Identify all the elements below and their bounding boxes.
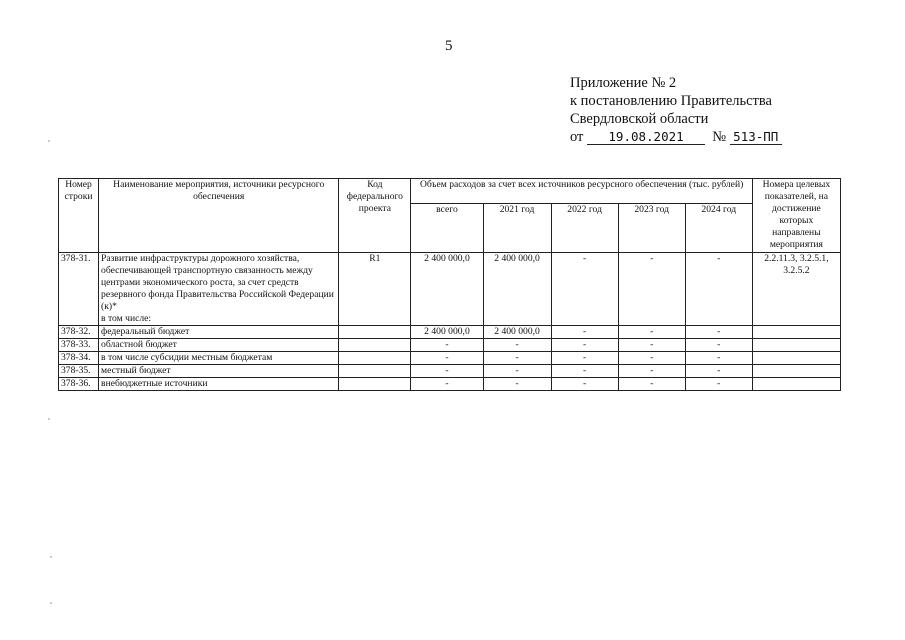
header-2022: 2022 год [551,204,618,253]
row-targets: 2.2.11.3, 3.2.5.1, 3.2.5.2 [752,253,840,326]
appendix-region: Свердловской области [570,111,709,127]
header-expenses: Объем расходов за счет всех источников ресурсного обеспечения (тыс. рублей) [411,179,752,204]
row-targets [752,326,840,339]
row-2022: - [551,378,618,391]
row-name: внебюджетные источники [99,378,339,391]
appendix-block [570,74,782,146]
header-name: Наименование мероприятия, источники ресурсного обеспечения [99,179,339,253]
header-2023: 2023 год [618,204,685,253]
header-2021: 2021 год [483,204,551,253]
row-2021: 2 400 000,0 [483,326,551,339]
row-number: 378-31. [59,253,99,326]
row-2022: - [551,352,618,365]
row-code [339,365,411,378]
row-2022: - [551,326,618,339]
row-total: 2 400 000,0 [411,326,483,339]
decree-number: 513-ПП [730,130,782,145]
table-row [59,326,841,339]
row-2023: - [618,253,685,326]
row-name: областной бюджет [99,339,339,352]
appendix-decree: к постановлению Правительства [570,93,772,109]
number-label: № [712,129,727,145]
row-code: R1 [339,253,411,326]
scan-speck [50,556,52,558]
header-2024: 2024 год [685,204,752,253]
header-total: всего [411,204,483,253]
row-code [339,378,411,391]
row-2023: - [618,339,685,352]
row-2024: - [685,326,752,339]
from-label: от [570,129,584,145]
resource-table [58,178,841,391]
row-number: 378-33. [59,339,99,352]
row-name [99,253,339,326]
row-targets [752,378,840,391]
row-2024: - [685,352,752,365]
scan-speck [48,140,50,142]
row-code [339,339,411,352]
appendix-title: Приложение № 2 [570,75,677,91]
page-number: 5 [445,38,453,54]
scan-speck [50,602,52,604]
header-row-number: Номер строки [59,179,99,253]
decree-date: 19.08.2021 [587,130,705,145]
row-2023: - [618,326,685,339]
row-code [339,352,411,365]
row-2022: - [551,339,618,352]
row-2021: - [483,352,551,365]
row-number: 378-35. [59,365,99,378]
row-total: 2 400 000,0 [411,253,483,326]
row-2021: - [483,365,551,378]
row-2022: - [551,253,618,326]
scan-speck [48,418,50,420]
row-2024: - [685,378,752,391]
header-code: Код федерального проекта [339,179,411,253]
row-targets [752,339,840,352]
table-row [59,365,841,378]
row-name: местный бюджет [99,365,339,378]
row-total: - [411,339,483,352]
row-code [339,326,411,339]
row-2021: - [483,378,551,391]
table-row [59,253,841,326]
appendix-date-number [570,128,782,146]
row-name-main: Развитие инфраструктуры дорожного хозяйства, обеспечивающей транспортную связанность между центрами экономического роста, за счет средств резервного фонда Правительства Российской Федерации (к)* [101,253,334,312]
row-2023: - [618,365,685,378]
row-2021: 2 400 000,0 [483,253,551,326]
row-name: федеральный бюджет [99,326,339,339]
row-2021: - [483,339,551,352]
row-2022: - [551,365,618,378]
row-targets [752,365,840,378]
row-name-sub: в том числе: [101,313,152,324]
row-number: 378-36. [59,378,99,391]
table-row [59,339,841,352]
table-row [59,378,841,391]
row-number: 378-34. [59,352,99,365]
row-2023: - [618,352,685,365]
table-row [59,352,841,365]
row-total: - [411,352,483,365]
row-2024: - [685,253,752,326]
row-2024: - [685,339,752,352]
header-targets: Номера целевых показателей, на достижение которых направлены мероприятия [752,179,840,253]
row-total: - [411,378,483,391]
row-targets [752,352,840,365]
row-number: 378-32. [59,326,99,339]
row-name: в том числе субсидии местным бюджетам [99,352,339,365]
row-2024: - [685,365,752,378]
row-total: - [411,365,483,378]
row-2023: - [618,378,685,391]
